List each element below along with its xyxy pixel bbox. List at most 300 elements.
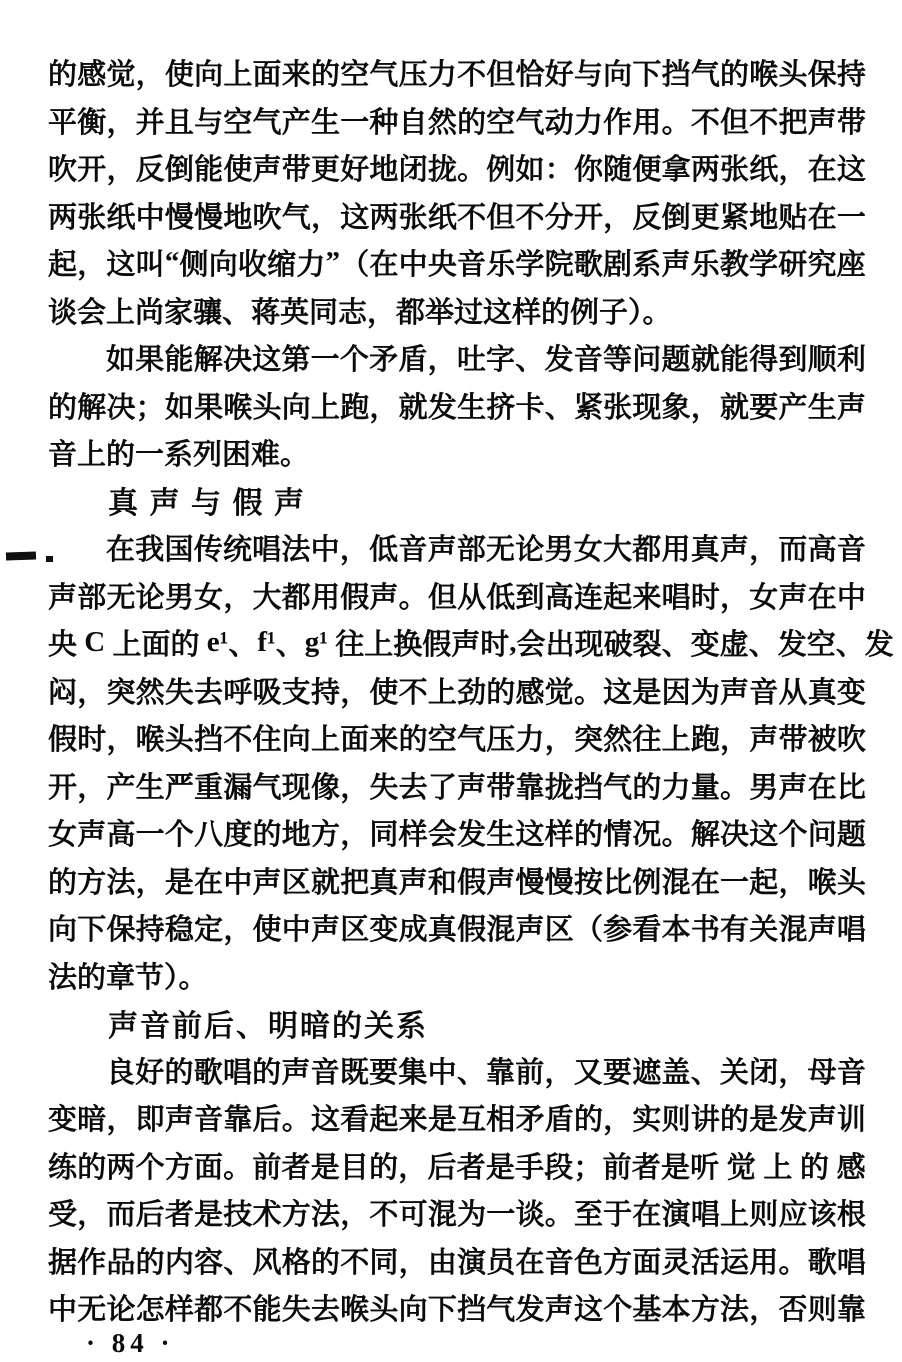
glyph: 。 bbox=[720, 771, 750, 804]
glyph: 。 bbox=[281, 1104, 311, 1137]
glyph: ： bbox=[544, 154, 574, 187]
glyph: 一 bbox=[720, 866, 750, 899]
glyph: 觉 bbox=[544, 676, 574, 709]
glyph: 纸 bbox=[427, 201, 457, 234]
glyph: 音 bbox=[457, 249, 487, 282]
glyph bbox=[756, 1149, 763, 1182]
glyph: 侧 bbox=[179, 249, 209, 282]
glyph: 并 bbox=[135, 106, 165, 139]
glyph: 比 bbox=[836, 771, 866, 804]
glyph: 论 bbox=[515, 534, 545, 567]
glyph: 的 bbox=[48, 866, 78, 899]
glyph: ， bbox=[340, 676, 370, 709]
glyph: 面 bbox=[340, 724, 370, 757]
glyph: 的 bbox=[457, 106, 487, 139]
glyph: 八 bbox=[194, 819, 224, 852]
glyph: 在 bbox=[106, 534, 136, 567]
glyph: 头 bbox=[836, 866, 866, 899]
glyph: 歌 bbox=[807, 1246, 837, 1279]
glyph: 方 bbox=[603, 1246, 633, 1279]
glyph: ， bbox=[603, 201, 633, 234]
glyph: 压 bbox=[486, 724, 516, 757]
glyph: 矛 bbox=[515, 1104, 545, 1137]
glyph: 挡 bbox=[194, 724, 224, 757]
glyph: 觉 bbox=[726, 1151, 756, 1184]
glyph: 在 bbox=[515, 1246, 545, 1279]
glyph: 恰 bbox=[515, 59, 545, 92]
glyph: 向 bbox=[208, 249, 238, 282]
glyph: 暗 bbox=[77, 1104, 107, 1137]
glyph: 。 bbox=[778, 1246, 808, 1279]
glyph: 方 bbox=[690, 1294, 720, 1327]
glyph: 更 bbox=[690, 201, 720, 234]
glyph: 本 bbox=[661, 914, 691, 947]
glyph: 我 bbox=[135, 534, 165, 567]
glyph: 女 bbox=[573, 534, 603, 567]
glyph bbox=[105, 626, 112, 659]
glyph: 便 bbox=[632, 154, 662, 187]
glyph: 音 bbox=[836, 534, 866, 567]
glyph: 都 bbox=[194, 1294, 224, 1327]
glyph: 然 bbox=[135, 676, 165, 709]
glyph: ¹ bbox=[219, 626, 229, 659]
text-line bbox=[48, 1094, 866, 1142]
glyph: 使 bbox=[223, 154, 253, 187]
glyph: 研 bbox=[778, 249, 808, 282]
glyph: 象 bbox=[661, 391, 691, 424]
glyph: 慢 bbox=[544, 866, 574, 899]
glyph: ， bbox=[398, 1246, 428, 1279]
glyph: 声 bbox=[544, 1294, 574, 1327]
text-line bbox=[48, 192, 866, 240]
glyph: 压 bbox=[398, 59, 428, 92]
glyph: 方 bbox=[281, 1199, 311, 1232]
glyph: ， bbox=[106, 1104, 136, 1137]
glyph: 中 bbox=[135, 201, 165, 234]
glyph: 如 bbox=[515, 154, 545, 187]
glyph: 气 bbox=[690, 59, 720, 92]
glyph: 面 bbox=[252, 59, 282, 92]
glyph: 品 bbox=[106, 1246, 136, 1279]
glyph: 与 bbox=[573, 59, 603, 92]
glyph: 、 bbox=[456, 1056, 486, 1089]
glyph: ； bbox=[135, 391, 165, 424]
glyph: 唱 bbox=[836, 914, 866, 947]
glyph: 声 bbox=[515, 914, 545, 947]
glyph: 但 bbox=[486, 59, 516, 92]
glyph: 吹 bbox=[48, 154, 78, 187]
glyph: ， bbox=[369, 391, 399, 424]
glyph: 而 bbox=[106, 1199, 136, 1232]
glyph: 声 bbox=[778, 581, 808, 614]
glyph: 倒 bbox=[661, 201, 691, 234]
glyph: 拿 bbox=[661, 154, 691, 187]
text-line bbox=[48, 714, 866, 762]
text-line: 谈会上尚家骧、蒋英同志，都举过这样的例子）。 bbox=[48, 296, 672, 329]
glyph: ； bbox=[573, 1151, 603, 1184]
text-line bbox=[48, 144, 866, 192]
glyph: 生 bbox=[310, 106, 340, 139]
glyph: 这 bbox=[749, 819, 779, 852]
glyph: ， bbox=[135, 59, 165, 92]
glyph: 法 bbox=[310, 1199, 340, 1232]
glyph: ， bbox=[339, 534, 369, 567]
glyph: 失 bbox=[164, 676, 194, 709]
glyph: 遮 bbox=[632, 1056, 662, 1089]
glyph: 样 bbox=[398, 819, 428, 852]
glyph: 用 bbox=[310, 581, 340, 614]
glyph: （ bbox=[340, 249, 370, 282]
glyph: 上 bbox=[364, 629, 394, 662]
glyph: 解 bbox=[690, 819, 720, 852]
glyph: 现 bbox=[574, 629, 604, 662]
glyph: 灵 bbox=[661, 1246, 691, 1279]
glyph: 不 bbox=[515, 201, 545, 234]
glyph: 关 bbox=[719, 1056, 749, 1089]
glyph: 头 bbox=[369, 1294, 399, 1327]
glyph: 利 bbox=[836, 344, 866, 377]
glyph: 能 bbox=[719, 344, 749, 377]
glyph: 上 bbox=[310, 724, 340, 757]
glyph bbox=[200, 626, 207, 659]
glyph: 这 bbox=[515, 819, 545, 852]
glyph: 随 bbox=[603, 154, 633, 187]
glyph: 高 bbox=[106, 819, 136, 852]
glyph: 严 bbox=[164, 771, 194, 804]
glyph: 到 bbox=[778, 344, 808, 377]
glyph: 跑 bbox=[340, 391, 370, 424]
glyph: 慢 bbox=[194, 201, 224, 234]
glyph: 例 bbox=[632, 866, 662, 899]
glyph: 是 bbox=[427, 1104, 457, 1137]
glyph: 会 bbox=[427, 819, 457, 852]
glyph: 就 bbox=[310, 866, 340, 899]
glyph: 都 bbox=[281, 581, 311, 614]
glyph: 要 bbox=[369, 1056, 399, 1089]
glyph: 紧 bbox=[573, 391, 603, 424]
glyph: 即 bbox=[135, 1104, 165, 1137]
glyph: 究 bbox=[807, 249, 837, 282]
glyph: 不 bbox=[369, 1199, 399, 1232]
glyph: 、 bbox=[661, 629, 691, 662]
text-line bbox=[48, 1284, 866, 1332]
glyph: 闷 bbox=[48, 676, 78, 709]
glyph: 感 bbox=[77, 59, 107, 92]
glyph: 集 bbox=[398, 1056, 428, 1089]
glyph: 下 bbox=[77, 914, 107, 947]
glyph: 产 bbox=[778, 391, 808, 424]
glyph: 面 bbox=[193, 1151, 223, 1184]
glyph: ， bbox=[690, 391, 720, 424]
glyph: 上 bbox=[661, 724, 691, 757]
glyph: 混 bbox=[427, 1199, 457, 1232]
glyph: 方 bbox=[77, 866, 107, 899]
glyph: 然 bbox=[427, 106, 457, 139]
glyph: 不 bbox=[223, 724, 253, 757]
glyph: 音 bbox=[544, 1246, 574, 1279]
glyph: 女 bbox=[749, 581, 779, 614]
text-line bbox=[48, 97, 866, 145]
glyph: 按 bbox=[573, 866, 603, 899]
glyph: 比 bbox=[603, 866, 633, 899]
glyph: 能 bbox=[164, 344, 194, 377]
glyph: 你 bbox=[573, 154, 603, 187]
glyph: 应 bbox=[778, 1199, 808, 1232]
glyph: 声 bbox=[77, 819, 107, 852]
glyph: 盾 bbox=[544, 1104, 574, 1137]
glyph: 。 bbox=[457, 154, 487, 187]
glyph: 出 bbox=[545, 629, 575, 662]
glyph: 无 bbox=[486, 534, 516, 567]
glyph: 吹 bbox=[252, 201, 282, 234]
glyph: 一 bbox=[135, 819, 165, 852]
glyph: 书 bbox=[690, 914, 720, 947]
glyph: 然 bbox=[603, 724, 633, 757]
glyph: 否 bbox=[778, 1294, 808, 1327]
glyph: 声 bbox=[457, 771, 487, 804]
glyph: 字 bbox=[486, 344, 516, 377]
glyph: 声 bbox=[807, 1104, 837, 1137]
glyph: 的 bbox=[720, 1104, 750, 1137]
glyph: ， bbox=[427, 344, 457, 377]
glyph: 现 bbox=[632, 391, 662, 424]
glyph: 变 bbox=[690, 629, 720, 662]
glyph: 部 bbox=[77, 581, 107, 614]
glyph bbox=[829, 1149, 836, 1182]
glyph: 如 bbox=[164, 391, 194, 424]
glyph: 反 bbox=[632, 201, 662, 234]
glyph: 。 bbox=[544, 1199, 574, 1232]
text-line: 音上的一系列困难。 bbox=[48, 439, 310, 472]
glyph: 的 bbox=[369, 1151, 399, 1184]
glyph: 靠 bbox=[515, 771, 545, 804]
glyph: 个 bbox=[164, 819, 194, 852]
glyph: 好 bbox=[340, 154, 370, 187]
glyph: 该 bbox=[807, 1199, 837, 1232]
glyph: ， bbox=[778, 154, 808, 187]
glyph: 中 bbox=[48, 1294, 78, 1327]
glyph: 在 bbox=[807, 581, 837, 614]
glyph: 看 bbox=[340, 1104, 370, 1137]
glyph: 目 bbox=[339, 1151, 369, 1184]
glyph: 保 bbox=[106, 914, 136, 947]
glyph: 格 bbox=[281, 1246, 311, 1279]
glyph: ¹ bbox=[267, 626, 276, 659]
glyph: 气 bbox=[252, 106, 282, 139]
glyph: 声 bbox=[661, 249, 691, 282]
glyph: 果 bbox=[135, 344, 165, 377]
glyph: 这 bbox=[340, 201, 370, 234]
glyph: 内 bbox=[164, 1246, 194, 1279]
glyph: 前 bbox=[515, 1056, 545, 1089]
glyph: 的 bbox=[573, 1104, 603, 1137]
glyph: 这 bbox=[252, 344, 282, 377]
glyph: 的 bbox=[48, 391, 78, 424]
glyph: 由 bbox=[427, 1246, 457, 1279]
glyph: 两 bbox=[48, 201, 78, 234]
glyph: 这 bbox=[836, 154, 866, 187]
glyph: 声 bbox=[252, 866, 282, 899]
glyph: 男 bbox=[544, 534, 574, 567]
glyph: 上 bbox=[112, 629, 142, 662]
glyph: 张 bbox=[720, 154, 750, 187]
glyph: 声 bbox=[164, 1104, 194, 1137]
glyph: 唱 bbox=[252, 534, 282, 567]
glyph: 是 bbox=[485, 1151, 515, 1184]
margin-mark-dash bbox=[6, 551, 36, 560]
glyph: 觉 bbox=[106, 59, 136, 92]
text-line bbox=[48, 49, 866, 97]
glyph: 变 bbox=[369, 914, 399, 947]
glyph: 闭 bbox=[398, 154, 428, 187]
glyph: 声 bbox=[807, 106, 837, 139]
glyph: 在 bbox=[690, 866, 720, 899]
glyph: 的 bbox=[486, 676, 516, 709]
glyph: 不 bbox=[340, 1246, 370, 1279]
glyph: 低 bbox=[486, 581, 516, 614]
glyph: 重 bbox=[194, 771, 224, 804]
glyph: ， bbox=[749, 1294, 779, 1327]
glyph: 区 bbox=[281, 866, 311, 899]
glyph: 于 bbox=[603, 1199, 633, 1232]
glyph: 活 bbox=[690, 1246, 720, 1279]
glyph: 唱 bbox=[690, 1199, 720, 1232]
glyph: 可 bbox=[398, 1199, 428, 1232]
glyph: 学 bbox=[515, 249, 545, 282]
glyph: 声 bbox=[310, 914, 340, 947]
glyph: 去 bbox=[398, 771, 428, 804]
glyph: ， bbox=[106, 154, 136, 187]
glyph: 唱 bbox=[661, 581, 691, 614]
glyph: 个 bbox=[603, 1294, 633, 1327]
glyph: 来 bbox=[632, 581, 662, 614]
glyph: 混 bbox=[778, 914, 808, 947]
glyph: 了 bbox=[427, 771, 457, 804]
glyph: 是 bbox=[164, 866, 194, 899]
glyph: 学 bbox=[749, 249, 779, 282]
glyph: 被 bbox=[807, 724, 837, 757]
glyph: 的 bbox=[252, 819, 282, 852]
glyph: 中 bbox=[223, 866, 253, 899]
glyph: 女 bbox=[48, 819, 78, 852]
glyph: 、 bbox=[748, 629, 778, 662]
glyph: 发 bbox=[515, 1294, 545, 1327]
glyph: 则 bbox=[807, 1294, 837, 1327]
glyph: 个 bbox=[778, 819, 808, 852]
glyph: 低 bbox=[369, 534, 399, 567]
glyph: 虚 bbox=[719, 629, 749, 662]
glyph: 无 bbox=[77, 1294, 107, 1327]
glyph: 假 bbox=[457, 866, 487, 899]
glyph: 两 bbox=[369, 201, 399, 234]
glyph: 混 bbox=[486, 914, 516, 947]
glyph: 上 bbox=[223, 59, 253, 92]
glyph: ， bbox=[135, 866, 165, 899]
glyph: 果 bbox=[194, 391, 224, 424]
glyph: 手 bbox=[515, 1151, 545, 1184]
glyph: 的 bbox=[164, 1056, 194, 1089]
glyph: 慢 bbox=[164, 201, 194, 234]
glyph: 的 bbox=[310, 1246, 340, 1279]
glyph: 音 bbox=[573, 344, 603, 377]
glyph: ， bbox=[544, 1056, 574, 1089]
glyph: 。 bbox=[573, 676, 603, 709]
glyph: 母 bbox=[807, 1056, 837, 1089]
glyph: 法 bbox=[106, 866, 136, 899]
glyph: 喉 bbox=[807, 866, 837, 899]
glyph: 例 bbox=[486, 154, 516, 187]
glyph: 前 bbox=[602, 1151, 632, 1184]
glyph: 向 bbox=[48, 914, 78, 947]
glyph: 音 bbox=[749, 676, 779, 709]
glyph: 发 bbox=[864, 629, 894, 662]
glyph: 在 bbox=[807, 154, 837, 187]
glyph: 起 bbox=[603, 581, 633, 614]
glyph: 员 bbox=[486, 1246, 516, 1279]
glyph: 声 bbox=[427, 534, 457, 567]
glyph: 怎 bbox=[135, 1294, 165, 1327]
glyph: 术 bbox=[252, 1199, 282, 1232]
glyph: 去 bbox=[194, 676, 224, 709]
glyph: “ bbox=[164, 246, 180, 279]
glyph: 会 bbox=[516, 629, 546, 662]
glyph: 产 bbox=[281, 106, 311, 139]
glyph: 解 bbox=[193, 344, 223, 377]
glyph: 歌 bbox=[573, 249, 603, 282]
glyph: 使 bbox=[164, 59, 194, 92]
glyph: 声 bbox=[451, 629, 481, 662]
glyph: 能 bbox=[194, 154, 224, 187]
glyph: 起 bbox=[48, 249, 78, 282]
glyph: 这 bbox=[310, 1104, 340, 1137]
glyph: 段 bbox=[544, 1151, 574, 1184]
glyph: ， bbox=[720, 724, 750, 757]
glyph: 声 bbox=[369, 581, 399, 614]
glyph: 唱 bbox=[222, 1056, 252, 1089]
glyph: 的 bbox=[799, 1151, 829, 1184]
glyph: 空 bbox=[806, 629, 836, 662]
glyph: 喉 bbox=[749, 59, 779, 92]
glyph: 把 bbox=[778, 106, 808, 139]
glyph: 况 bbox=[632, 819, 662, 852]
glyph: 支 bbox=[281, 676, 311, 709]
glyph: 裂 bbox=[632, 629, 662, 662]
glyph: 时 bbox=[690, 581, 720, 614]
glyph: 拢 bbox=[427, 154, 457, 187]
glyph: 去 bbox=[310, 1294, 340, 1327]
glyph: 一 bbox=[836, 201, 866, 234]
glyph: 第 bbox=[281, 344, 311, 377]
glyph: 情 bbox=[603, 819, 633, 852]
text-line bbox=[48, 809, 866, 857]
glyph: 真 bbox=[690, 534, 720, 567]
glyph: 到 bbox=[515, 581, 545, 614]
glyph: 等 bbox=[602, 344, 632, 377]
glyph: 空 bbox=[340, 59, 370, 92]
glyph: 中 bbox=[310, 534, 340, 567]
glyph: 头 bbox=[164, 724, 194, 757]
glyph: 声 bbox=[252, 154, 282, 187]
glyph: 向 bbox=[281, 391, 311, 424]
glyph: 、 bbox=[690, 1056, 720, 1089]
glyph: 高 bbox=[807, 534, 837, 567]
glyph: 讲 bbox=[690, 1104, 720, 1137]
glyph: 声 bbox=[486, 866, 516, 899]
glyph: 同 bbox=[369, 819, 399, 852]
text-line bbox=[48, 619, 894, 667]
glyph: 就 bbox=[690, 344, 720, 377]
glyph: 但 bbox=[486, 201, 516, 234]
